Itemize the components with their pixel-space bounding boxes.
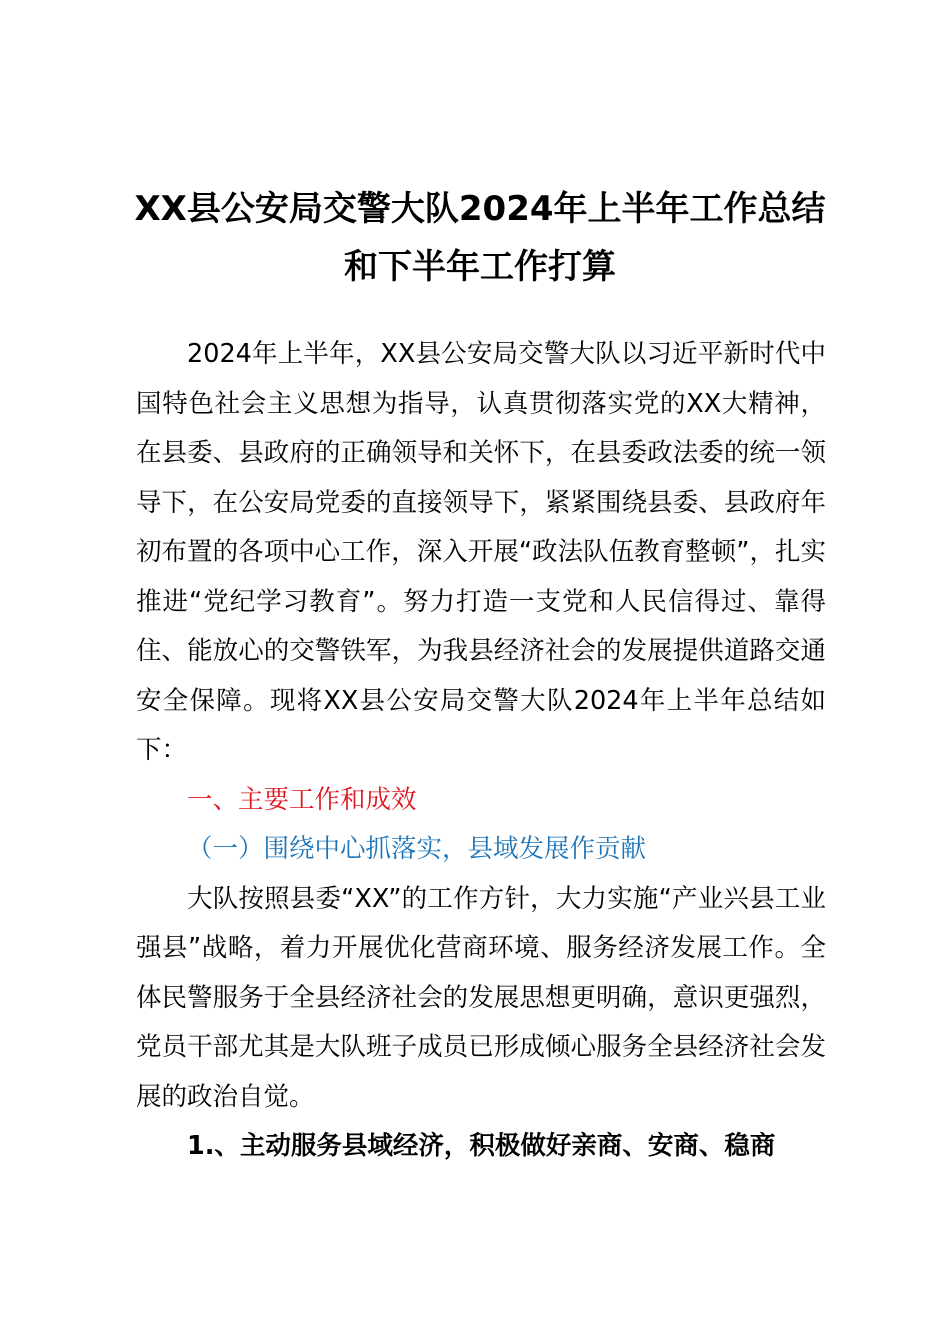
subsection-heading: （一）围绕中心抓落实，县域发展作贡献	[187, 834, 647, 864]
intro-paragraph: 2024年上半年，XX县公安局交警大队以习近平新时代中国特色社会主义思想为指导，认真贯彻落实党的XX大精神，在县委、县政府的正确领导和关怀下，在县委政法委的统一领导下，在公安局党委的直接领导下，紧紧围绕县委、县政府年初布置的各项中心工作，深入开展“政法队伍教育整顿”，扎实推进“党纪学习教育”。努力打造一支党和人民信得过、靠得住、能放心的交警铁军，为我县经济社会的发展提供道路交通安全保障。现将XX县公安局交警大队2024年上半年总结如下：	[136, 339, 826, 765]
item-heading: 1.、主动服务县域经济，积极做好亲商、安商、稳商	[187, 1131, 776, 1161]
document-title: XX县公安局交警大队2024年上半年工作总结和下半年工作打算	[134, 189, 826, 287]
section-heading: 一、主要工作和成效	[187, 784, 417, 815]
subsection-paragraph: 大队按照县委“XX”的工作方针，大力实施“产业兴县工业强县”战略，着力开展优化营商环境、服务经济发展工作。全体民警服务于全县经济社会的发展思想更明确，意识更强烈，党员干部尤其是大队班子成员已形成倾心服务全县经济社会发展的政治自觉。	[136, 883, 826, 1112]
document-body	[136, 330, 826, 1172]
